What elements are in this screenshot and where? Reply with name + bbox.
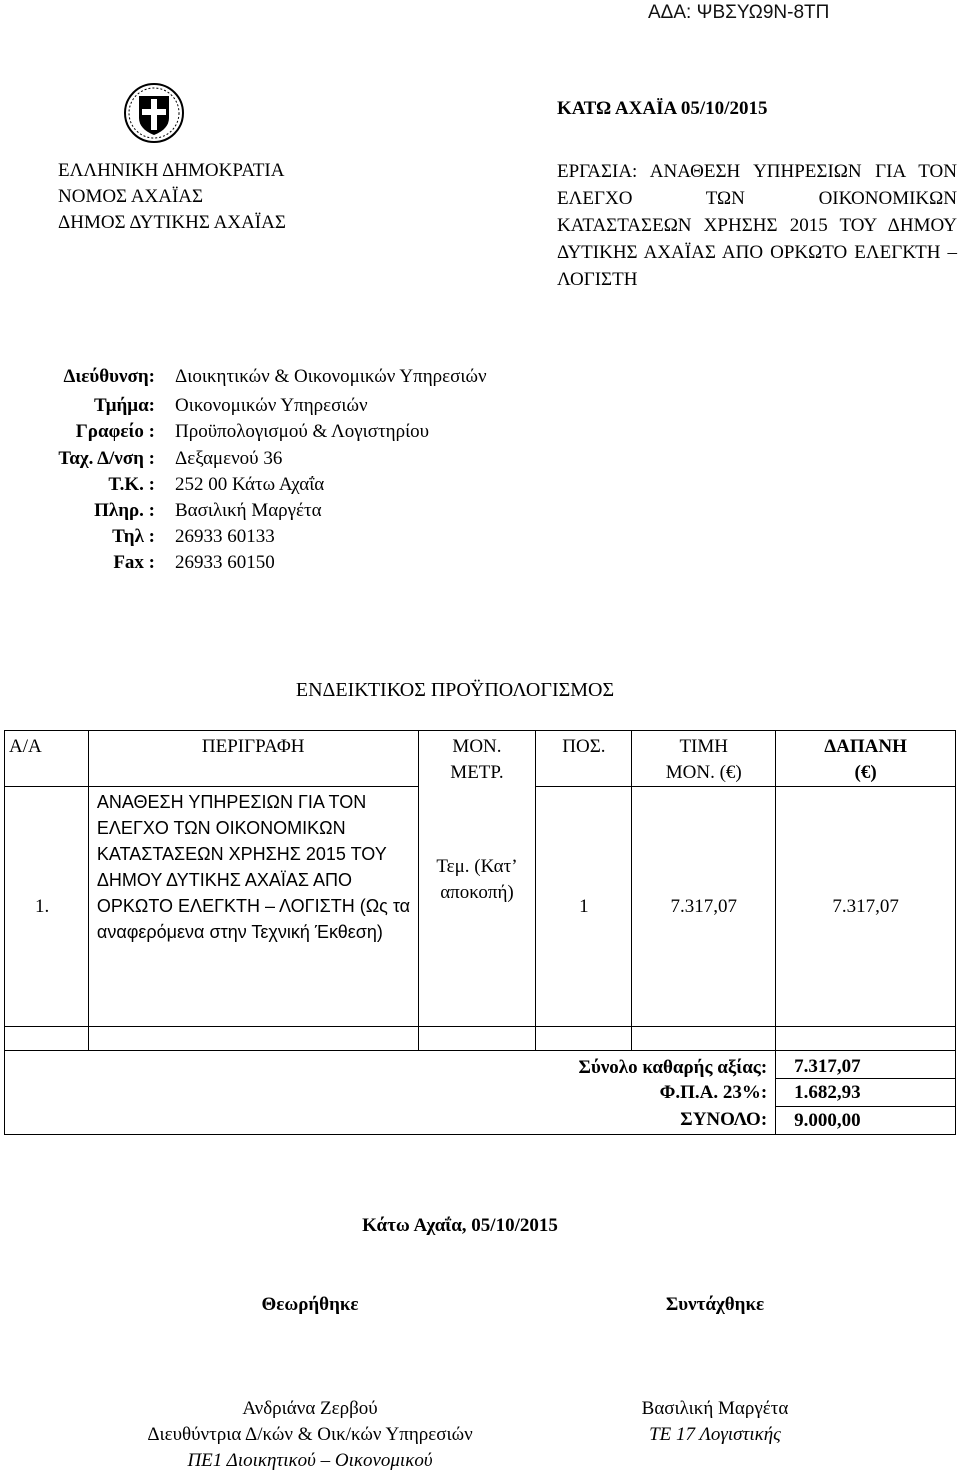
header-price-line: ΤΙΜΗ — [679, 736, 729, 757]
row-unit: Τεμ. (Κατ’ αποκοπή) — [436, 856, 518, 903]
signature-left-role: Διευθύντρια Δ/κών & Οικ/κών Υπηρεσιών — [147, 1424, 473, 1445]
budget-title: ΕΝΔΕΙΚΤΙΚΟΣ ΠΡΟΫΠΟΛΟΓΙΣΜΟΣ — [295, 679, 615, 701]
info-value: Οικονομικών Υπηρεσιών — [175, 395, 368, 416]
header-price — [632, 731, 776, 787]
info-label: Πληρ. : — [94, 500, 155, 521]
info-label: Τηλ : — [112, 526, 155, 547]
info-label: Τμήμα: — [94, 395, 155, 416]
greek-emblem-icon — [123, 82, 185, 144]
sender-line: ΕΛΛΗΝΙΚΗ ΔΗΜΟΚΡΑΤΙΑ — [58, 160, 285, 181]
table-header-row — [5, 731, 956, 787]
sender-line: ΔΗΜΟΣ ΔΥΤΙΚΗΣ ΑΧΑΪΑΣ — [58, 212, 286, 233]
row-aa: 1. — [5, 787, 89, 1027]
row-qty: 1 — [536, 787, 632, 1027]
totals-row — [5, 1107, 956, 1135]
place-date-header: ΚΑΤΩ ΑΧΑΪΑ 05/10/2015 — [557, 98, 768, 119]
header-unit-line: ΜΕΤΡ. — [450, 762, 504, 783]
signature-left-title: Θεωρήθηκε — [261, 1294, 359, 1315]
signature-right-block — [560, 1396, 870, 1448]
totals-row — [5, 1079, 956, 1107]
info-label: Διεύθυνση: — [63, 366, 155, 387]
header-cost — [776, 731, 956, 787]
info-value: Βασιλική Μαργέτα — [175, 500, 322, 521]
info-label: Γραφείο : — [75, 421, 155, 442]
info-label: Fax : — [113, 552, 155, 573]
signature-right-name: Βασιλική Μαργέτα — [641, 1398, 789, 1419]
place-date: Κάτω Αχαΐα, 05/10/2015 — [362, 1215, 558, 1236]
spacer-row — [5, 1027, 956, 1051]
info-value: 26933 60133 — [175, 526, 275, 547]
header-cost-line: (€) — [854, 762, 877, 783]
sender-line: ΝΟΜΟΣ ΑΧΑΪΑΣ — [58, 186, 204, 207]
row-description: ΑΝΑΘΕΣΗ ΥΠΗΡΕΣΙΩΝ ΓΙΑ ΤΟΝ ΕΛΕΓΧΟ ΤΩΝ ΟΙΚΟΝΟΜΙΚΩΝ ΚΑΤΑΣΤΑΣΕΩΝ ΧΡΗΣΗΣ 2015 ΤΟΥ ΔΗΜΟΥ ΔΥΤΙΚΗΣ ΑΧΑΪΑΣ ΑΠΟ ΟΡΚΩΤΟ ΕΛΕΓΚΤΗ – ΛΟΓΙΣΤΗ (Ως τα αναφερόμενα στην Τεχνική Έκθεση) — [88, 787, 418, 1027]
info-label: Τ.Κ. : — [108, 474, 155, 495]
header-unit — [418, 731, 536, 1027]
budget-table — [4, 730, 956, 1135]
header-description: ΠΕΡΙΓΡΑΦΗ — [88, 731, 418, 787]
row-cost: 7.317,07 — [776, 787, 956, 1027]
info-value: 26933 60150 — [175, 552, 275, 573]
header-cost-line: ΔΑΠΑΝΗ — [824, 736, 907, 757]
totals-row — [5, 1051, 956, 1079]
info-value: Προϋπολογισμού & Λογιστηρίου — [175, 421, 430, 442]
signature-right-role: ΤΕ 17 Λογιστικής — [649, 1424, 781, 1445]
total-grand-label: ΣΥΝΟΛΟ: — [5, 1107, 776, 1135]
total-net-label: Σύνολο καθαρής αξίας: — [5, 1051, 776, 1079]
subject: ΕΡΓΑΣΙΑ: ΑΝΑΘΕΣΗ ΥΠΗΡΕΣΙΩΝ ΓΙΑ ΤΟΝ ΕΛΕΓΧΟ ΤΩΝ ΟΙΚΟΝΟΜΙΚΩΝ ΚΑΤΑΣΤΑΣΕΩΝ ΧΡΗΣΗΣ 2015 ΤΟΥ ΔΗΜΟΥ ΔΥΤΙΚΗΣ ΑΧΑΪΑΣ ΑΠΟ ΟΡΚΩΤΟ ΕΛΕΓΚΤΗ – ΛΟΓΙΣΤΗ — [557, 161, 957, 290]
signature-left-name: Ανδριάνα Ζερβού — [242, 1398, 378, 1419]
header-unit-line: ΜΟΝ. — [452, 736, 502, 757]
sender-block — [58, 158, 286, 236]
header-qty: ΠΟΣ. — [536, 731, 632, 787]
info-label: Ταχ. Δ/νση : — [58, 448, 155, 469]
info-value: Διοικητικών & Οικονομικών Υπηρεσιών — [175, 366, 487, 387]
info-value: 252 00 Κάτω Αχαΐα — [175, 474, 325, 495]
ada-code: ΑΔΑ: ΨΒΣΥΩ9Ν-8ΤΠ — [648, 2, 830, 23]
header-aa: Α/Α — [5, 731, 89, 787]
info-value: Δεξαμενού 36 — [175, 448, 283, 469]
signature-left-block — [100, 1396, 520, 1474]
header-price-line: ΜΟΝ. (€) — [665, 762, 742, 783]
row-price: 7.317,07 — [632, 787, 776, 1027]
total-vat-value: 1.682,93 — [776, 1079, 956, 1107]
total-net-value: 7.317,07 — [776, 1051, 956, 1079]
signature-right-title: Συντάχθηκε — [665, 1294, 765, 1315]
total-vat-label: Φ.Π.Α. 23%: — [5, 1079, 776, 1107]
signature-left-role: ΠΕ1 Διοικητικού – Οικονομικού — [187, 1450, 433, 1471]
total-grand-value: 9.000,00 — [776, 1107, 956, 1135]
